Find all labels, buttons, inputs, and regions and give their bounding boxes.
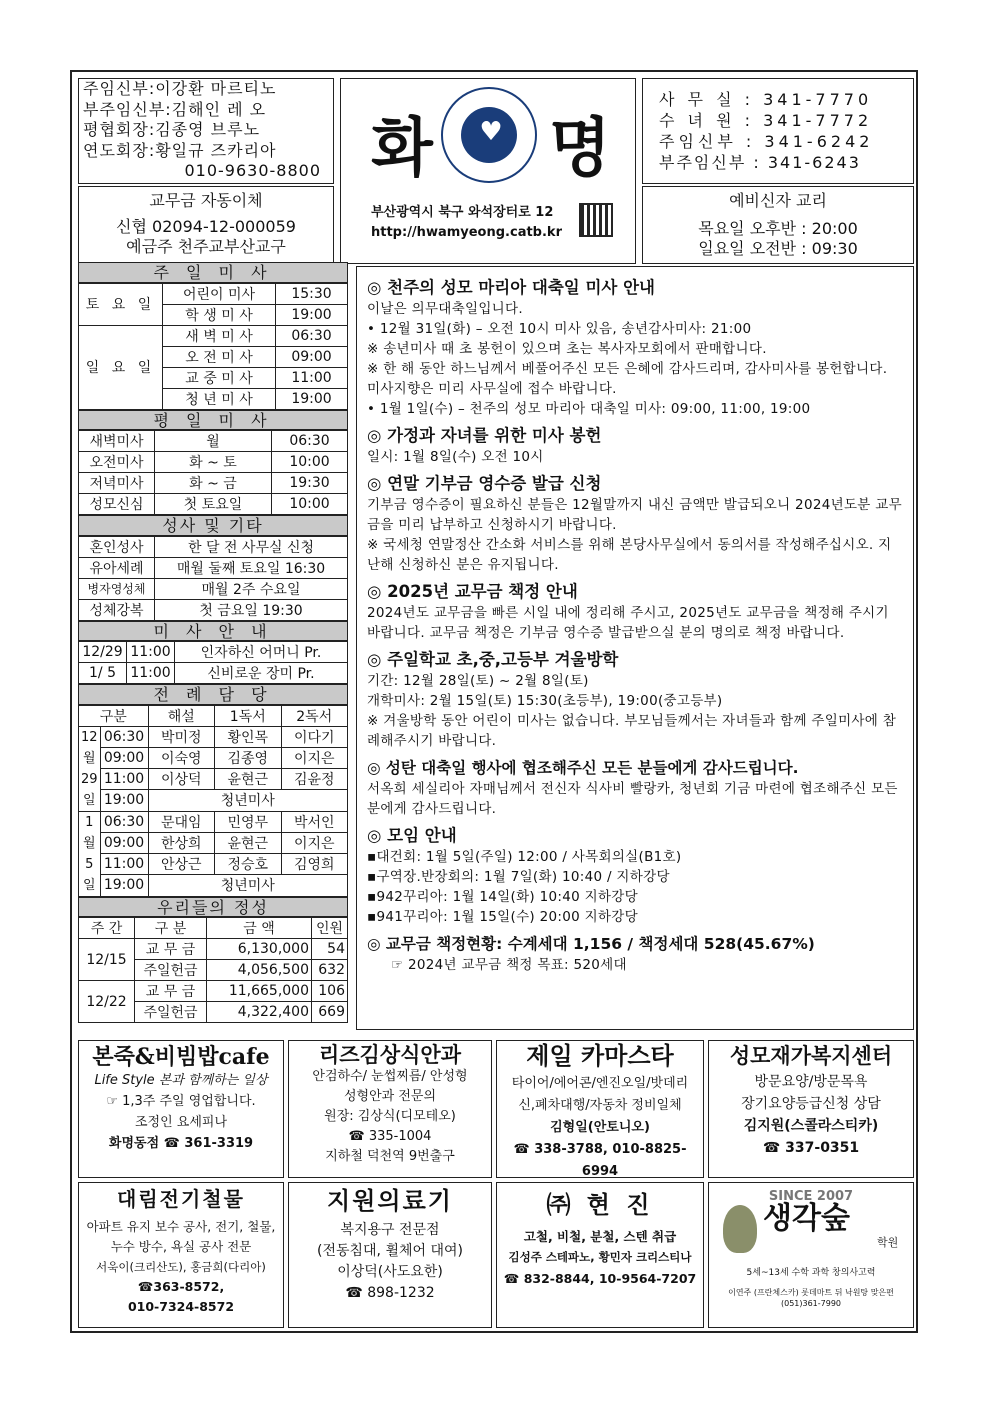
table-cell: 유아세례: [79, 557, 155, 578]
table-cell: 한상희: [148, 832, 214, 853]
ad-text: ☎363-8572,: [137, 1279, 225, 1294]
title-right: 명: [549, 111, 611, 186]
table-cell: 12/29: [79, 642, 127, 663]
ad-text: [709, 1201, 913, 1265]
table-cell: 안상근: [148, 854, 214, 875]
liturgy-title: 전 례 담 당: [78, 684, 348, 705]
table-cell: 06:30: [272, 431, 348, 452]
table-cell: 2독서: [281, 705, 347, 726]
notice-line: ▪대건회: 1월 5일(주일) 12:00 / 사목회의실(B1호): [367, 849, 682, 865]
notice-line: ▪구역장.반장회의: 1월 7일(화) 10:40 / 지하강당: [367, 869, 670, 885]
ad-text: 방문요양/방문목욕: [754, 1074, 868, 1090]
table-cell: 669: [312, 1002, 348, 1023]
ad-text: 대림전기철물: [117, 1187, 245, 1211]
table-cell: 구분: [79, 705, 149, 726]
table-cell: 첫 금요일 19:30: [155, 599, 348, 620]
sacrament-table: [78, 536, 348, 621]
ad-text: 성형안과 전문의: [343, 1089, 437, 1104]
notice-title: ◎ 연말 기부금 영수증 발급 신청: [367, 474, 602, 493]
notice-title: ◎ 모임 안내: [367, 826, 457, 845]
ad-text: ☎ 335-1004: [348, 1129, 432, 1144]
mass-info-title: 미 사 안 내: [78, 621, 348, 642]
notice-title: ◎ 천주의 성모 마리아 대축일 미사 안내: [367, 278, 655, 297]
table-cell: 매월 둘째 토요일 16:30: [155, 557, 348, 578]
table-cell: 신비로운 장미 Pr.: [175, 663, 348, 684]
transfer-holder: 예금주 천주교부산교구: [126, 237, 286, 256]
table-cell: 12/15: [79, 939, 135, 981]
ad-academy: [708, 1182, 914, 1328]
ad-text: ☎ 898-1232: [345, 1285, 435, 1301]
table-cell: 이지은: [281, 747, 347, 768]
ad-text: 지하철 덕천역 9번출구: [325, 1149, 455, 1164]
table-cell: 4,056,500: [207, 960, 312, 981]
notice-line: ☞ 2024년 교무금 책정 목표: 520세대: [391, 957, 627, 973]
transfer-box: [78, 186, 334, 264]
liturgy-table: [78, 705, 348, 897]
ad-text: ☞ 1,3주 주일 영업합니다.: [106, 1094, 256, 1109]
ad-text: 안검하수/ 눈썹찌름/ 안성형: [312, 1069, 468, 1084]
clergy-box: [78, 78, 334, 184]
table-cell: 주 간: [79, 918, 135, 939]
sunday-mass-table: [78, 283, 348, 410]
table-cell: 월: [155, 431, 272, 452]
clergy-row: 주임신부:이강환 마르티노: [83, 79, 277, 98]
notice-title: ◎ 주일학교 초,중,고등부 겨울방학: [367, 650, 619, 669]
sacrament-title: 성사 및 기타: [78, 515, 348, 536]
catechumen-title: 예비신자 교리: [729, 191, 827, 210]
ad-text: ☎ 832-8844, 10-9564-7207: [503, 1271, 697, 1286]
table-cell: 해설: [148, 705, 214, 726]
notices-panel: [356, 266, 914, 1030]
clergy-phone: 010-9630-8800: [184, 161, 321, 180]
table-cell: 황인목: [215, 726, 281, 747]
ad-text: 원장: 김상식(디모테오): [324, 1109, 456, 1124]
table-cell: 윤현근: [215, 832, 281, 853]
table-cell: 윤현근: [215, 769, 281, 790]
table-cell: 새벽미사: [79, 431, 155, 452]
ad-text: Life Style 본과 함께하는 일상: [94, 1073, 268, 1088]
table-cell: 학 생 미 사: [163, 304, 276, 325]
table-cell: 주일헌금: [135, 1002, 207, 1023]
table-cell: 1월5일: [79, 811, 101, 896]
contacts-box: [642, 78, 914, 184]
ad-text: 제일 카마스타: [526, 1042, 674, 1070]
ad-text: 010-7324-8572: [127, 1299, 235, 1314]
table-cell: 1/ 5: [79, 663, 127, 684]
table-cell: 06:30: [100, 811, 148, 832]
notice-line: ※ 국세청 연말정산 간소화 서비스를 위해 본당사무실에서 동의서를 작성해주십시오. 지난해 신청하신 분은 유지됩니다.: [367, 537, 892, 573]
table-cell: 이지은: [281, 832, 347, 853]
table-cell: 청년미사: [148, 875, 347, 896]
table-cell: 주일헌금: [135, 960, 207, 981]
ad-text: 5세~13세 수학 과학 창의사고력: [746, 1268, 876, 1278]
table-cell: 19:00: [100, 790, 148, 811]
table-cell: 106: [312, 981, 348, 1002]
notice-line: ▪941꾸리아: 1월 15일(수) 20:00 지하강당: [367, 909, 638, 925]
table-cell: 구 분: [135, 918, 207, 939]
table-cell: 토 요 일: [79, 283, 163, 325]
table-cell: 54: [312, 939, 348, 960]
ad-text: 고철, 비철, 분철, 스텐 취급: [523, 1229, 677, 1244]
table-cell: 1독서: [215, 705, 281, 726]
ad-text: 장기요양등급신청 상담: [741, 1096, 881, 1112]
notice-title: ◎ 성탄 대축일 행사에 협조해주신 모든 분들에게 감사드립니다.: [367, 759, 799, 777]
parish-logo: [441, 87, 537, 183]
ad-text: ☎ 338-3788, 010-8825-6994: [513, 1142, 687, 1178]
ad-car-repair: [496, 1040, 704, 1178]
ad-text: ☎ 337-0351: [762, 1140, 860, 1156]
table-cell: 한 달 전 사무실 신청: [155, 536, 348, 557]
table-cell: 10:00: [272, 452, 348, 473]
heart-icon: ♥: [479, 117, 503, 147]
notice-line: 2024년도 교무금을 빠른 시일 내에 정리해 주시고, 2025년도 교무금을 책정해 주시기 바랍니다. 교무금 책정은 기부금 영수증 발급받으실 분의 명의로 책정 바랍니다.: [367, 605, 889, 641]
contact-row: 주임신부 : 341-6242: [659, 132, 874, 151]
contact-row: 사 무 실 : 341-7770: [659, 90, 873, 109]
ad-text: 김지원(스콜라스티카): [743, 1118, 879, 1134]
table-cell: 어린이 미사: [163, 283, 276, 304]
table-cell: 청 년 미 사: [163, 388, 276, 409]
ad-text: 아파트 유지 보수 공사, 전기, 철물,: [86, 1219, 276, 1234]
table-cell: 정승호: [215, 854, 281, 875]
table-cell: 화 ~ 금: [155, 473, 272, 494]
catechumen-line: 일요일 오전반 : 09:30: [698, 239, 858, 258]
table-cell: 11:00: [127, 663, 175, 684]
table-cell: 이상덕: [148, 769, 214, 790]
website-url[interactable]: http://hwamyeong.catb.kr: [371, 225, 562, 240]
table-cell: 632: [312, 960, 348, 981]
table-cell: 저녁미사: [79, 473, 155, 494]
ad-text: 학원: [877, 1236, 899, 1249]
table-cell: 오전미사: [79, 452, 155, 473]
table-cell: 청년미사: [148, 790, 347, 811]
masthead: [340, 78, 636, 264]
catechumen-box: [642, 186, 914, 264]
contact-row: 부주임신부 : 341-6243: [659, 153, 861, 172]
notice-line: 기부금 영수증이 필요하신 분들은 12월말까지 내신 금액만 발급되오니 2024년도분 교무금을 미리 납부하고 신청하시기 바랍니다.: [367, 497, 902, 533]
ad-text: 이상덕(사도요한): [337, 1264, 443, 1280]
ad-text: 서욱이(크리산도), 홍금희(다리아): [96, 1260, 266, 1274]
notice-line: 일시: 1월 8일(수) 오전 10시: [367, 449, 544, 465]
notice-line: 기간: 12월 28일(토) ~ 2월 8일(토): [367, 673, 589, 689]
ad-hardware: [78, 1182, 284, 1328]
table-cell: 김종영: [215, 747, 281, 768]
table-cell: 새 벽 미 사: [163, 325, 276, 346]
ad-text: 타이어/에어콘/엔진오일/밧데리: [511, 1076, 689, 1091]
qr-code-icon: [579, 203, 613, 237]
catechumen-line: 목요일 오후반 : 20:00: [698, 219, 858, 238]
table-cell: 일 요 일: [79, 325, 163, 409]
table-cell: 09:00: [100, 832, 148, 853]
table-cell: 교 무 금: [135, 939, 207, 960]
table-cell: 06:30: [100, 726, 148, 747]
table-cell: 인원: [312, 918, 348, 939]
ad-text: 화명동점 ☎ 361-3319: [108, 1136, 254, 1151]
ad-text: 성모재가복지센터: [729, 1044, 893, 1068]
ad-text: (전동침대, 휠체어 대여): [317, 1243, 463, 1259]
ad-text: 신,폐차대행/자동차 정비일체: [518, 1098, 682, 1113]
transfer-title: 교무금 자동이체: [149, 191, 263, 210]
ad-text: 지원의료기: [327, 1187, 453, 1215]
table-cell: 민영무: [215, 811, 281, 832]
address: 부산광역시 북구 와석장터로 12: [371, 205, 554, 220]
table-cell: 박서인: [281, 811, 347, 832]
table-cell: 이다기: [281, 726, 347, 747]
table-cell: 11:00: [100, 854, 148, 875]
ad-text: 김성주 스테파노, 황민자 크리스티나: [508, 1250, 692, 1264]
table-cell: 금 액: [207, 918, 312, 939]
ad-text: 복지용구 전문점: [340, 1222, 440, 1238]
notice-line: • 12월 31일(화) – 오전 10시 미사 있음, 송년감사미사: 21:00: [367, 321, 752, 337]
table-cell: 11:00: [276, 367, 348, 388]
table-cell: 이숙영: [148, 747, 214, 768]
ad-medical-supply: [288, 1182, 492, 1328]
ad-text: SINCE 2007: [768, 1189, 854, 1204]
ad-text: 누수 방수, 욕실 공사 전문: [110, 1239, 252, 1254]
table-cell: 09:00: [276, 346, 348, 367]
ad-scrap-metal: [496, 1182, 704, 1328]
table-cell: 19:00: [276, 388, 348, 409]
table-cell: 11,665,000: [207, 981, 312, 1002]
ad-bonjuk: [78, 1040, 284, 1178]
table-cell: 19:00: [100, 875, 148, 896]
clergy-row: 평협회장:김종영 브루노: [83, 120, 261, 139]
notice-line: ※ 송년미사 때 초 봉헌이 있으며 초는 복사자모회에서 판매합니다.: [367, 341, 767, 357]
clergy-row: 부주임신부:김해인 레 오: [83, 99, 267, 119]
mass-info-table: [78, 641, 348, 684]
ad-text: 이연주 (프란체스카) 롯데마트 뒤 낙원탕 맞은편 (051)361-7990: [728, 1288, 894, 1308]
table-cell: 성모신심: [79, 494, 155, 515]
table-cell: 교 중 미 사: [163, 367, 276, 388]
weekday-mass-table: [78, 430, 348, 515]
notice-title: ◎ 가정과 자녀를 위한 미사 봉헌: [367, 426, 602, 445]
ad-text: 조정인 요세피나: [134, 1115, 228, 1130]
notice-line: ▪942꾸리아: 1월 14일(화) 10:40 지하강당: [367, 889, 638, 905]
transfer-account: 신협 02094-12-000059: [116, 217, 296, 236]
table-cell: 문대임: [148, 811, 214, 832]
ad-welfare-center: [708, 1040, 914, 1178]
table-cell: 09:00: [100, 747, 148, 768]
offering-title: 우리들의 정성: [78, 897, 348, 918]
notice-line: • 1월 1일(수) – 천주의 성모 마리아 대축일 미사: 09:00, 11:00, 19:00: [367, 401, 811, 417]
ad-text: 본죽&비빔밥cafe: [92, 1044, 270, 1070]
clergy-row: 연도회장:황일규 즈카리아: [83, 140, 277, 160]
table-cell: 김영희: [281, 854, 347, 875]
table-cell: 병자영성체: [79, 578, 155, 599]
table-cell: 첫 토요일: [155, 494, 272, 515]
table-cell: 15:30: [276, 283, 348, 304]
table-cell: 11:00: [100, 769, 148, 790]
table-cell: 성체강복: [79, 599, 155, 620]
table-cell: 교 무 금: [135, 981, 207, 1002]
table-cell: 11:00: [127, 642, 175, 663]
ad-text: 리즈김상식안과: [318, 1043, 461, 1067]
address-block: [371, 203, 562, 243]
tree-icon: [723, 1205, 757, 1253]
table-cell: 19:00: [276, 304, 348, 325]
table-cell: 19:30: [272, 473, 348, 494]
ad-eye-clinic: [288, 1040, 492, 1178]
notice-line: 서옥희 세실리아 자매님께서 전신자 식사비 빨랑카, 청년회 기금 마련에 협조해주신 모든 분에게 감사드립니다.: [367, 781, 898, 817]
notice-title: ◎ 2025년 교무금 책정 안내: [367, 582, 578, 601]
table-cell: 10:00: [272, 494, 348, 515]
table-cell: 6,130,000: [207, 939, 312, 960]
title-left: 화: [371, 111, 433, 186]
notice-title: ◎ 교무금 책정현황: 수계세대 1,156 / 책정세대 528(45.67%): [367, 935, 815, 953]
ad-text: ㈜ 현 진: [546, 1191, 654, 1219]
table-cell: 12/22: [79, 981, 135, 1023]
table-cell: 4,322,400: [207, 1002, 312, 1023]
table-cell: 12월29일: [79, 726, 101, 811]
table-cell: 박미정: [148, 726, 214, 747]
sunday-mass-title: 주 일 미 사: [78, 262, 348, 283]
ad-text: 김형일(안토니오): [550, 1120, 650, 1135]
notice-line: ※ 겨울방학 동안 어린이 미사는 없습니다. 부모님들께서는 자녀들과 함께 주일미사에 참례해주시기 바랍니다.: [367, 713, 897, 749]
notice-line: ※ 한 해 동안 하느님께서 베풀어주신 모든 은혜에 감사드리며, 감사미사를 봉헌합니다. 미사지향은 미리 사무실에 접수 바랍니다.: [367, 361, 888, 397]
ad-text: 생각숲: [763, 1201, 850, 1236]
notice-line: 이날은 의무대축일입니다.: [367, 301, 523, 317]
table-cell: 인자하신 어머니 Pr.: [175, 642, 348, 663]
schedule-column: [78, 262, 348, 1023]
offering-table: [78, 917, 348, 1023]
notice-line: 개학미사: 2월 15일(토) 15:30(초등부), 19:00(중고등부): [367, 693, 723, 709]
weekday-mass-title: 평 일 미 사: [78, 410, 348, 431]
table-cell: 혼인성사: [79, 536, 155, 557]
table-cell: 화 ~ 토: [155, 452, 272, 473]
table-cell: 매월 2주 수요일: [155, 578, 348, 599]
table-cell: 김윤정: [281, 769, 347, 790]
contact-row: 수 녀 원 : 341-7772: [659, 111, 873, 130]
table-cell: 오 전 미 사: [163, 346, 276, 367]
table-cell: 06:30: [276, 325, 348, 346]
